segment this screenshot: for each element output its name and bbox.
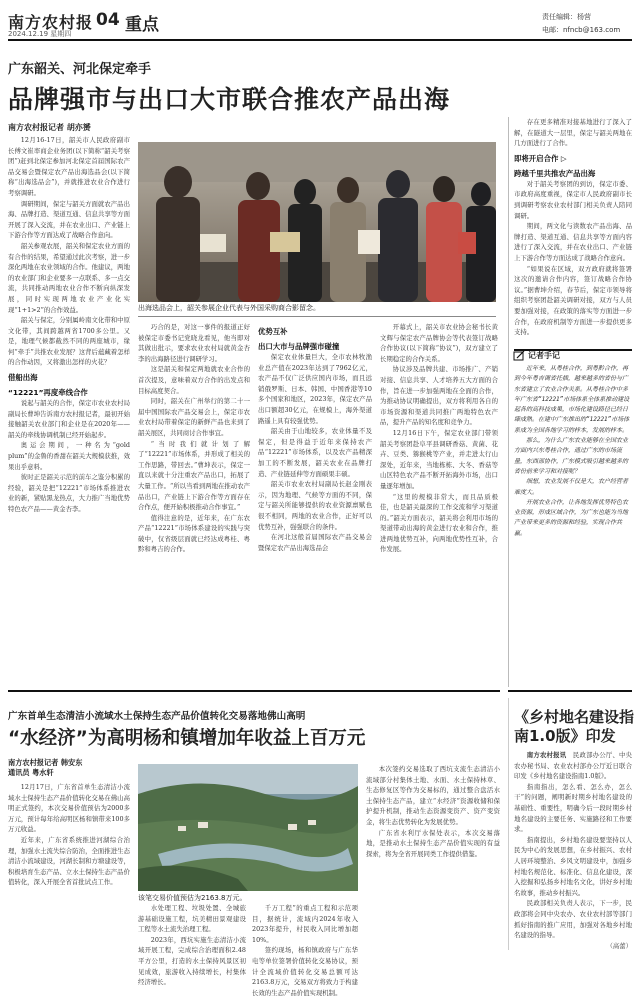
paragraph xyxy=(514,750,632,782)
story1-photo xyxy=(138,142,496,302)
story2-headline: “水经济”为高明杨和镇增加年收益上百万元 xyxy=(8,728,366,749)
paragraph: 近年来，广东省系统推进河湖综合治理，加强水土流失综合防治，全面推进生态清洁小流域建设，河湖长制和方塘建设等，积极培育生态产品、立水土保持生态产品价值转化，深入开展全省首批试点工作。 xyxy=(8,835,130,887)
paragraph: 韶关与保定，分别属岭南文化带和中原文化带，其间跨越两省1700多公里。又是，地理气候都截然不同的两座城市，缘何“牵手”共推农业发展？这背后蕴藏着怎样的合作动因，又将激出怎样的火花？ xyxy=(8,316,130,367)
story3-body xyxy=(514,750,632,948)
masthead xyxy=(0,0,640,40)
paragraph: 彼时正是韶关示范的前车之鉴分积累的经验，韶关是把“12221”市场体系推进农业的新，紧贴黑龙热点，大力推广当地优势特色农产品——黄金杏李。 xyxy=(8,473,130,513)
paragraph: 对于韶关考察团的到访，保定市委、市政府高度重视，保定市人民政府副市长到调研考察农业农村部门相关负责人陪同调研。 xyxy=(514,179,632,220)
paragraph: 2023年，西坑实施生态清洁小流域开展工程，完成综合治理面积2.48平方公里，打造的水土保持风景区初见成效，旅游收入持续增长，村集体经济增长。 xyxy=(138,935,246,987)
story3-sign: （高蕾） xyxy=(606,941,632,950)
paragraph: 巧合的是，对这一事件的报道正好被保定市委书记党晓龙看见，他当即对其做出批示，要求农业农村局就黄金杏李的出海路径进行调研学习。 xyxy=(138,323,250,363)
story1-kicker: 广东韶关、河北保定牵手 xyxy=(8,62,152,77)
story1-column-3 xyxy=(258,322,372,687)
column-rule xyxy=(508,117,509,687)
paragraph: 这是韶关和保定两地就农业合作的首次提及，意味着双方合作的出发点和目标高度契合。 xyxy=(138,365,250,395)
paragraph: 本次签约交易选取了西坑支流生态清洁小流域部分村集体土地、水面、水土保持林草、生态修复区等作为交易标的，通过整合盘活水土保持生态产品，建立“水经济”资源收储和保护提升机制，推动生态资源变资产、资产变资金，将生态优势转化为发展优势。 xyxy=(366,765,500,826)
divider xyxy=(138,316,496,317)
subhead-title: 出口大市与品牌强市碰撞 xyxy=(258,342,340,351)
paragraph: “如果说在区域，双方政府就将签署这次的邀请合作内容，签订战略合作协议。”据曹坤介绍，春节后，保定市领导将组织考察团赴韶关调研对接，双方与人员要加强对接，在政策的落实等方面进一步合作，在政府机制等方面进一步提供更多支持。 xyxy=(514,264,632,337)
paragraph: 同时，韶关在广州举行的第二十一届中国国际农产品交易会上，保定市农业农村局带着保定的新鲜产品也来到了韶关展区，共同商讨合作事宜。 xyxy=(138,397,250,437)
subhead-title: 跨越千里共推农产品出海 xyxy=(514,168,596,178)
subhead-kicker: 借船出海 xyxy=(8,373,38,383)
paragraph: 水处理工程、垃圾处置、全城旅游基础设施工程，坑美精田景观建设工程等水土流失治理工程。 xyxy=(138,904,246,934)
paragraph: 12月16日下午，保定农业部门带领韶关考察团赴阜平县调研香菇、黄菌、花卉、豆类、猕猴桃等产业，并走进太行山深处，近年来，当地栋栋、大冬、香菇等山区特色农产品不断开拓海外市场，出口量逐年增加。 xyxy=(380,428,498,490)
paragraph-text: 民政部办公厅、中央农办秘书局、农业农村部办公厅近日联合印发《乡村地名建设指南1.0版》。 xyxy=(514,751,633,781)
story2-column-2 xyxy=(138,903,246,987)
paragraph: 说起与韶关的合作，保定市农业农村局副局长曹坤告诉南方农村报记者，最初开始接触韶关农业部门和企业是在2020年——韶关的牵线协调机制已经开始起步。 xyxy=(8,399,130,439)
paragraph: “当时我们就计划了解了“12221”市场体系，并形成了相关的工作思路，带回去。”曹坤表示，保定一直以来就十分注重农产品出口，拓展了大量工作。“所以当看到两地在推动农产品出口，产业链上下游合作等方面存在合作点，便开始积极推动合作事宜。” xyxy=(138,439,250,512)
byline-correspondent: 通讯员 粤水轩 xyxy=(8,768,54,777)
story2-column-1 xyxy=(8,782,130,948)
story2-photo-caption: 该笔交易价值预估为2163.8万元。 xyxy=(138,894,247,902)
subhead-title: “12221”再度牵线合作 xyxy=(8,388,88,398)
story1-photo-caption: 出海选品会上，韶关参展企业代表与外国采购商合影留念。 xyxy=(138,304,320,312)
section-name: 重点 xyxy=(125,15,159,35)
paragraph: 12月16-17日，韶关市人民政府副市长傅文崔率商企业务团(以下简称“韶关考察团”)赶到北保定参加河北保定首届国际农产品交易会暨保定农产品出海选品会(以下简称“出海选品会”)，并就推进农业合作进行考察调研。 xyxy=(8,136,130,197)
masthead-rule xyxy=(8,39,632,41)
story2-photo xyxy=(138,764,358,891)
story3-headline: 《乡村地名建设指南1.0版》印发 xyxy=(514,708,635,745)
editor-credit: 责任编辑：杨营 xyxy=(542,13,591,21)
byline-reporter: 南方农村报记者 韩安东 xyxy=(8,758,83,767)
newspaper-logo: 南方农村报 xyxy=(8,13,94,32)
paragraph: 奥运会期间，一种名为“gold plum”的金鲁的香甜在韶关大规模获推，效果出乎意料。 xyxy=(8,441,130,471)
issue-date: 2024.12.19 星期四 xyxy=(8,30,72,38)
story1-column-1 xyxy=(8,135,130,687)
paragraph: 签约现场，杨和镇政府与广东华电等单位签署价值转化交易协议，预计全流域价值转化交易总额可达2163.8万元，交易双方将致力于构建长效的生态产品价值实现机制。 xyxy=(252,946,358,997)
story-divider xyxy=(508,690,632,692)
subhead-kicker: 优势互补 xyxy=(258,327,288,336)
pen-icon xyxy=(514,351,525,361)
story1-column-2 xyxy=(138,322,250,687)
paragraph: 千万工程”的重点工程和示范项目，据统计，流域内2024年收入2023年提升，村民收入同比增加超10%。 xyxy=(252,904,358,944)
paragraph: 在河北这般首届国际农产品交易会暨保定农产品出海选品会 xyxy=(258,533,372,552)
paragraph: 存在更多精准对接基地进行了深入了解，在隧道大一层里，保定与韶关两地在几方面进行了合作。 xyxy=(514,118,632,148)
paragraph: 那么，为什么广东农业能够在全国农业方面内兴东粤桂合作，通过广东的市场流量，东西部协作，广东模式吸引越来越多的省份前来学习和对接呢？ xyxy=(514,437,629,475)
story1-byline: 南方农村报记者 胡亦赟 xyxy=(8,123,91,132)
paragraph: 期间，两文化与读数农产品出海、品牌打造、渠道互通、信息共享等方面内容进行了深入交流，并在农业出口、产业链上下游合作等方面达成了战略合作意向。 xyxy=(514,222,632,262)
editor-email: 电邮：nfncb@163.com xyxy=(542,26,621,34)
story2-byline xyxy=(8,758,82,778)
paragraph: 协议涉及品牌共建、市场推广、产销对接、信息共享、人才培养五大方面的合作，旨在进一步加强两地在全面的合作，为推动协议明确提出，双方将利用各自的市场资源和渠道共同推广两地特色农产品，提升产品的知名度和竞争力。 xyxy=(380,365,498,427)
subhead-kicker: 即将开启合作 ▷ xyxy=(514,153,567,163)
commentary-label: 记者手记 xyxy=(528,351,560,360)
paragraph: 开展农业合作，让各地发挥优势特色农业资源，形成区域合作，为广东也能为当地产业带来更多的资源和经验，实现合作共赢。 xyxy=(514,498,629,537)
commentary-body xyxy=(514,364,632,680)
paragraph: 值得注意的是，近年来，在广东农产品“12221”市场体系建设的实践与突破中，仅省级层面就已经达成粤桂、粤黔和粤吉的合作。 xyxy=(138,513,250,554)
story2-column-4 xyxy=(366,764,500,948)
paragraph: 保定农业体量巨大，全市农林牧渔业总产值在2023年达到了7962亿元，农产品不仅广泛供应国内市场，而且远销俄罗斯、日本、韩国、中国香港等10多个国家和地区，2023年，保定农产品出口额超30亿元，在规模上，海外渠道路遥上具有较强优势。 xyxy=(258,353,372,425)
story1-headline: 品牌强市与出口大市联合推农产品出海 xyxy=(8,85,451,114)
page-number: 04 xyxy=(96,10,120,30)
story3-reporter: 南方农村报讯 xyxy=(526,751,567,759)
story1-column-4 xyxy=(380,322,498,687)
paragraph: 韶关由于山地较多，农业体量不及保定，但是得益于近年来保持农产品“12221”市场体系，以及农产品精深加工的不断发展，韶关农业在品牌打造、产业链延伸等方面硕果丰硕。 xyxy=(258,427,372,478)
paragraph: 民政部相关负责人表示，下一步，民政部将会同中央农办、农业农村部等部门抓好指南的推广应用，加强对各地乡村地名建设的指导。 xyxy=(514,899,632,940)
column-rule xyxy=(508,698,509,950)
story2-column-3 xyxy=(252,903,358,997)
paragraph: 12月17日，广东省首单生态清洁小流域水土保持生态产品价值转化交易在佛山高明正式签约，本次交易价值预估为2000多万元，预计每年给高明区杨和镇带来100多万元收益。 xyxy=(8,783,130,834)
story1-column-5 xyxy=(514,117,632,345)
paragraph: 指南提出，乡村地名建设要坚持以人民为中心的发展思想，在乡村振兴、农村人居环境整治、乡风文明建设中，加强乡村地名规范化、标准化、信息化建设，深入挖掘和弘扬乡村地名文化，讲好乡村地名故事，推动乡村振兴。 xyxy=(514,835,632,897)
paragraph: 韶关参观农展，韶关和保定农业方面的有合作的结果，希望通过此次考察，进一步深化两地在农业领域的合作。他建议，两地的农业部门和企业要多一点联系、多一点交流，共同推动两地农业合作不断向纵深发展，同时实现两地农业产业化实现“1+1>2”的合作效益。 xyxy=(8,241,130,314)
story-divider xyxy=(8,690,500,692)
paragraph: 开幕式上，韶关市农业协会秘书长黄文辉与保定农产品牌协会等代表签订战略合作协议(以下简称“协议”)，双方建立了长期稳定的合作关系。 xyxy=(380,323,498,363)
paragraph: 韶关市农业农村局副局长赵金刚表示，因为地理、气候等方面的不同，保定与韶关所能够提供的农业资源禀赋也很不相同，两地的农业合作，正好可以优势互补，强强联合的条件。 xyxy=(258,480,372,531)
paragraph: 指南指出，怎么看、怎么办，怎么干”的问题，阐明新时期乡村地名建设的基础性、重要性，明确今后一段时期乡村地名建设的主要任务、实施路径和工作要求。 xyxy=(514,782,632,834)
paragraph: “这里的规模非常大，而且品质极佳，也是韶关最深的工作交流和学习渠道的。”韶关方面表示，韶关将会利用市场的渠道带动出海的黄金进行农业和合作，推进两地优势互补，向两地优势性互补，合作发展。 xyxy=(380,492,498,554)
paragraph: 细想，农业发展不仅是大，农户经营者难度大。 xyxy=(514,478,629,496)
paragraph: 广东省水利厅水保处表示，本次交易落地，是推动水土保持生态产品价值实现的有益探索，将为全省开展同类工作提供借鉴。 xyxy=(366,828,500,858)
paragraph: 调研期间，保定与韶关方面就农产品出海、品牌打造、渠道互通、信息共享等方面开展了深入交流，并在农业出口、产业链上下游合作等方面达成了战略合作意向。 xyxy=(8,199,130,240)
paragraph: 近年来，从粤桂合作，到粤黔合作，再到今年粤吉调省托插，越来越多的省份与广东省建立了农业合作关系。从粤桂合作中多年广东省“12221”市场体系全体系推动建设起各的高科技成果，市场化建设路径已经日臻成熟。在建中广东推出的“12221”市场体系成为全国各地学习的样本，发展的样本。 xyxy=(514,365,630,434)
story2-kicker: 广东首单生态清洁小流域水土保持生态产品价值转化交易落地佛山高明 xyxy=(8,711,306,722)
